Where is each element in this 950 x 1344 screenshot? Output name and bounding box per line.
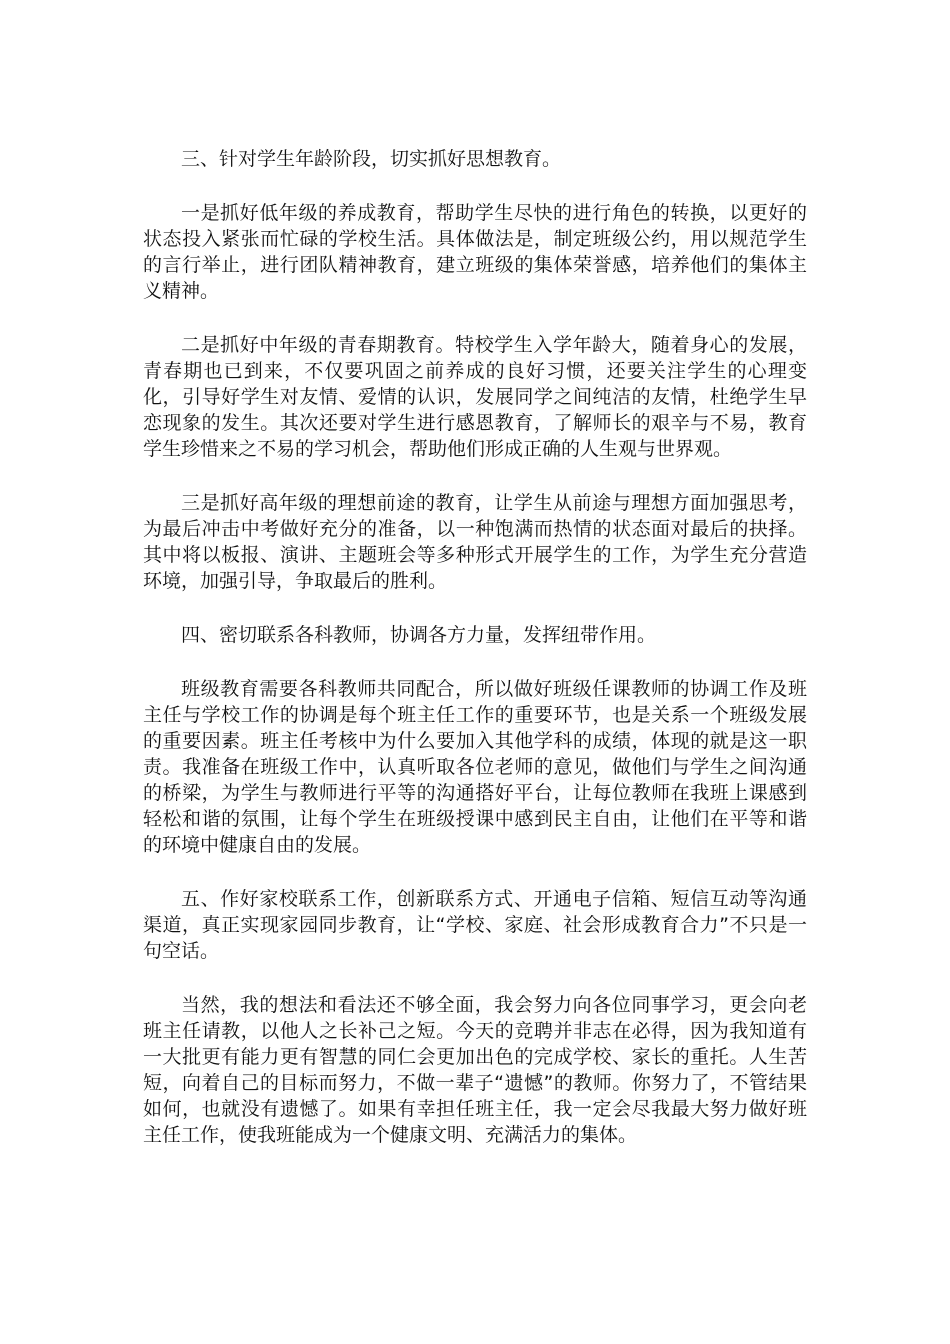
- paragraph-teacher-coordination: 班级教育需要各科教师共同配合，所以做好班级任课教师的协调工作及班主任与学校工作的协调是每个班主任工作的重要环节，也是关系一个班级发展的重要因素。班主任考核中为什么要加入其他学科的成绩，体现的就是这一职责。我准备在班级工作中，认真听取各位老师的意见，做他们与学生之间沟通的桥梁，为学生与教师进行平等的沟通搭好平台，让每位教师在我班上课感到轻松和谐的氛围，让每个学生在班级授课中感到民主自由，让他们在平等和谐的环境中健康自由的发展。: [143, 678, 807, 856]
- document-body: [143, 146, 807, 1148]
- section-heading-5: 五、作好家校联系工作，创新联系方式、开通电子信箱、短信互动等沟通渠道，真正实现家园同步教育，让“学校、家庭、社会形成教育合力”不只是一句空话。: [143, 888, 807, 962]
- section-heading-3: 三、针对学生年龄阶段，切实抓好思想教育。: [181, 148, 562, 170]
- paragraph-conclusion: 当然，我的想法和看法还不够全面，我会努力向各位同事学习，更会向老班主任请教，以他人之长补己之短。今天的竞聘并非志在必得，因为我知道有一大批更有能力更有智慧的同仁会更加出色的完成学校、家长的重托。人生苦短，向着自己的目标而努力，不做一辈子“遗憾”的教师。你努力了，不管结果如何，也就没有遗憾了。如果有幸担任班主任，我一定会尽我最大努力做好班主任工作，使我班能成为一个健康文明、充满活力的集体。: [143, 994, 807, 1146]
- paragraph-upper-grade: 三是抓好高年级的理想前途的教育，让学生从前途与理想方面加强思考，为最后冲击中考做好充分的准备，以一种饱满而热情的状态面对最后的抉择。其中将以板报、演讲、主题班会等多种形式开展学生的工作，为学生充分营造环境，加强引导，争取最后的胜利。: [143, 492, 807, 592]
- section-heading-4: 四、密切联系各科教师，协调各方力量，发挥纽带作用。: [181, 624, 657, 646]
- paragraph-middle-grade: 二是抓好中年级的青春期教育。特校学生入学年龄大，随着身心的发展，青春期也已到来，不仅要巩固之前养成的良好习惯，还要关注学生的心理变化，引导好学生对友情、爱情的认识，发展同学之间纯洁的友情，杜绝学生早恋现象的发生。其次还要对学生进行感恩教育，了解师长的艰辛与不易，教育学生珍惜来之不易的学习机会，帮助他们形成正确的人生观与世界观。: [143, 334, 807, 460]
- paragraph-lower-grade: 一是抓好低年级的养成教育，帮助学生尽快的进行角色的转换，以更好的状态投入紧张而忙碌的学校生活。具体做法是，制定班级公约，用以规范学生的言行举止，进行团队精神教育，建立班级的集体荣誉感，培养他们的集体主义精神。: [143, 202, 807, 302]
